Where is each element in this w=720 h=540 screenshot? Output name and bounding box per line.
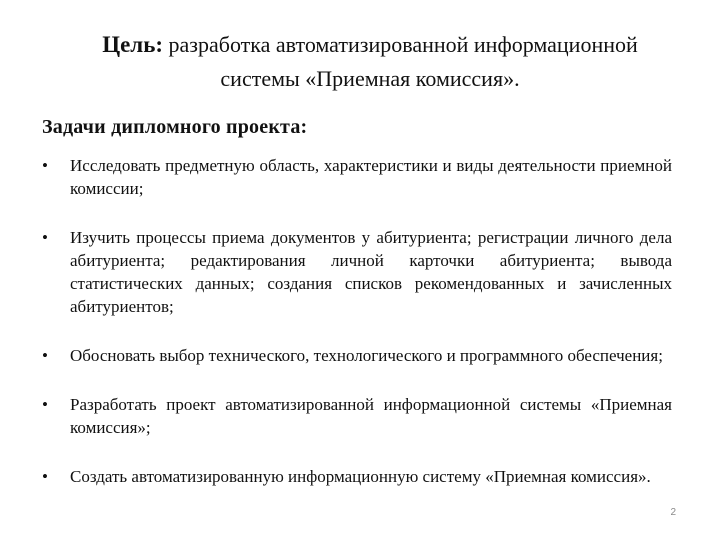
task-item [40,154,672,200]
goal-label: Цель: [102,32,164,57]
tasks-heading: Задачи дипломного проекта: [42,116,308,138]
task-text: Изучить процессы приема документов у абитуриента; регистрации личного дела абитуриента; редактирования личной карточки абитуриента; вывода статистических данных; создания списков рекомендованных и зачисленных абитуриентов; [70,228,672,316]
task-text: Исследовать предметную область, характеристики и виды деятельности приемной комиссии; [70,156,672,198]
bullet-icon: • [42,156,48,175]
bullet-icon: • [42,346,48,365]
page-number: 2 [670,507,676,518]
task-item [40,226,672,318]
bullet-icon: • [42,395,48,414]
task-text: Создать автоматизированную информационную систему «Приемная комиссия». [70,467,651,486]
bullet-icon: • [42,228,48,247]
goal-text-line-2: системы «Приемная комиссия». [220,66,520,91]
task-item [40,465,672,488]
tasks-list [40,154,672,488]
task-text: Разработать проект автоматизированной информационной системы «Приемная комиссия»; [70,395,672,437]
goal-block [60,28,680,96]
task-text: Обосновать выбор технического, технологического и программного обеспечения; [70,346,663,365]
bullet-icon: • [42,467,48,486]
task-item [40,393,672,439]
goal-text-line-1: разработка автоматизированной информационной [168,32,638,57]
task-item [40,344,672,367]
